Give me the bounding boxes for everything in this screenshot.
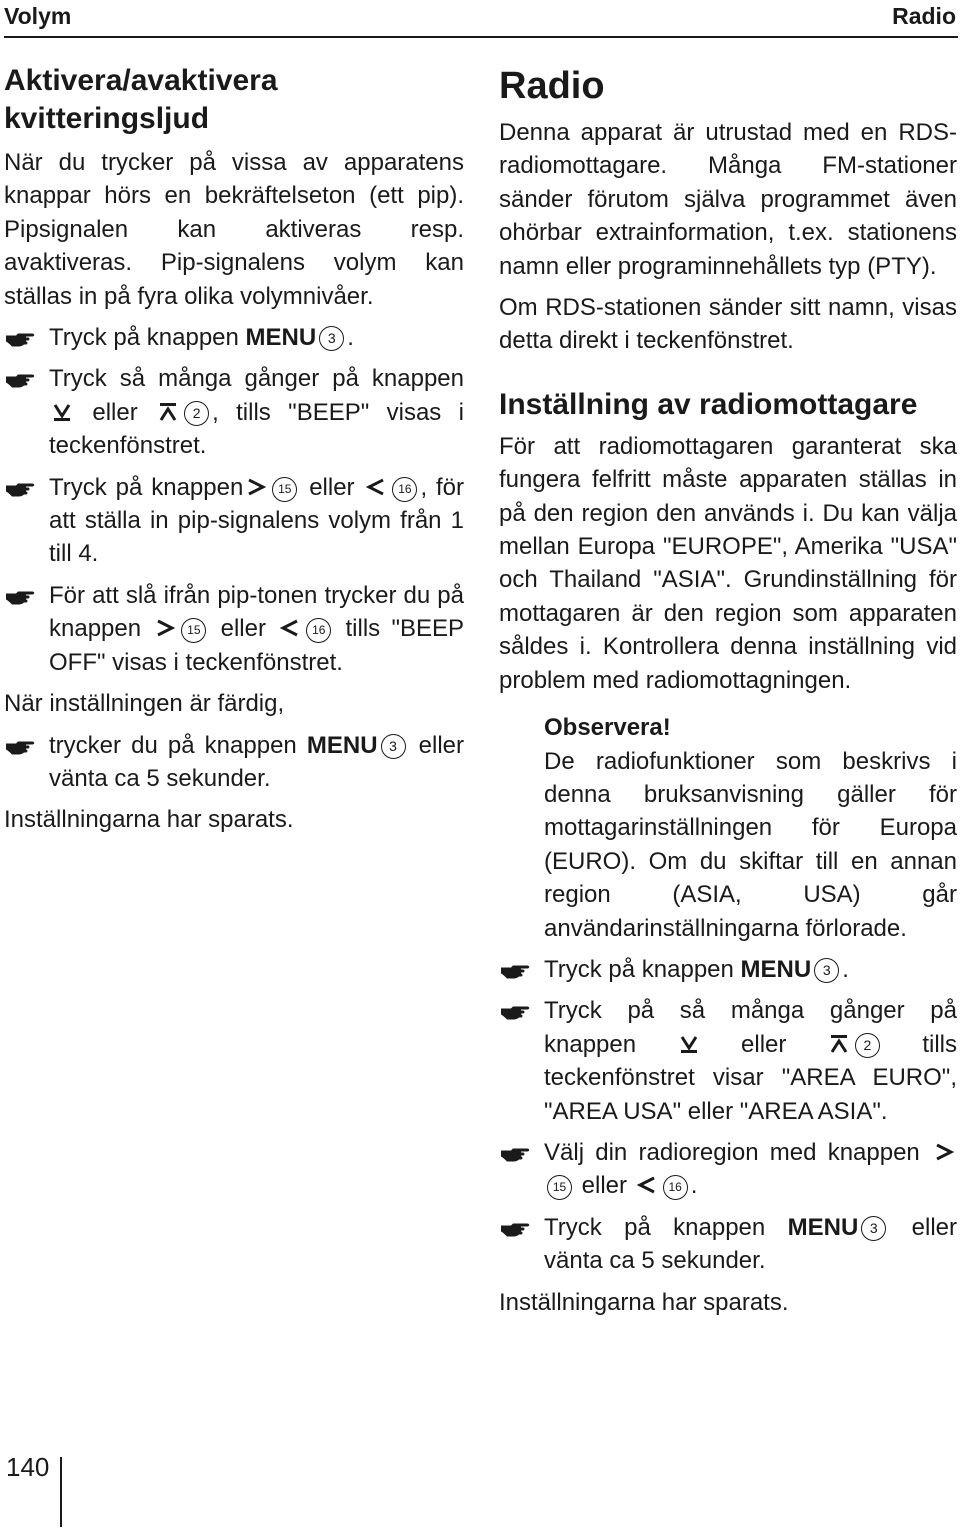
pointing-hand-icon (499, 1136, 533, 1169)
region-step-1 (499, 953, 957, 986)
step-text: Tryck på knappen (49, 473, 244, 501)
note-title: Observera! (544, 714, 671, 742)
step-text: Tryck på så många gånger på knappen (544, 997, 957, 1058)
arrow-left-icon (280, 618, 300, 638)
page-header (0, 0, 960, 38)
key-number-badge: 16 (306, 618, 331, 643)
step-text: Tryck på knappen (544, 955, 741, 983)
step-text: trycker du på knappen (49, 731, 307, 759)
step-text: Välj din radioregion med knappen (544, 1138, 931, 1166)
pointing-hand-icon (499, 1211, 533, 1244)
right-column (499, 62, 957, 1327)
step-text: För att slå ifrån pip-tonen trycker du på knappen (49, 581, 464, 643)
key-number-badge: 16 (392, 477, 417, 502)
key-number-badge: 15 (181, 618, 206, 643)
pointing-hand-icon (499, 953, 533, 986)
radio-section-title: Radio (499, 65, 605, 107)
region-step-2 (499, 994, 957, 1128)
pointing-hand-icon (499, 994, 533, 1027)
step-text-end: . (690, 1172, 698, 1200)
arrow-up-icon (829, 1034, 849, 1054)
step-text-end: eller vänta ca 5 sekunder. (49, 731, 464, 792)
step-text-or: eller (300, 473, 364, 501)
beep-step-5 (4, 729, 464, 796)
key-number-badge: 2 (855, 1033, 880, 1058)
beep-section-title: Aktivera/avaktivera kvitteringsljud (4, 64, 278, 135)
receiver-setup-text: För att radiomottagaren garanterat ska fungera felfritt måste apparaten ställas in på den region den används i. Du kan välja mellan Europa "EUROPE", Amerika "USA" och Thailand "ASIA". Grundinställning för mottagaren är den region som apparaten såldes i. Kontrollera denna inställning vid problem med radiomottagningen. (499, 432, 957, 694)
pointing-hand-icon (4, 471, 38, 504)
arrow-up-icon (158, 402, 178, 422)
menu-key-label: MENU (740, 955, 812, 983)
header-section-left: Volym (4, 3, 72, 29)
step-text-end: tills "BEEP OFF" visas i teckenfönstret. (49, 615, 464, 676)
step-text-or: eller (75, 398, 156, 426)
key-number-badge: 3 (861, 1216, 886, 1241)
radio-intro: Denna apparat är utrustad med en RDS-radiomottagare. Många FM-stationer sänder förutom själva programmet även ohörbar extrainformation, t.ex. stationens namn eller programinnehållets typ (PTY). (499, 119, 957, 280)
header-section-right: Radio (892, 3, 956, 29)
pointing-hand-icon (4, 362, 38, 395)
key-number-badge: 16 (663, 1175, 688, 1200)
step-text-end: , tills "BEEP" visas i teckenfönstret. (49, 398, 464, 460)
settings-saved-text: Inställningarna har sparats. (4, 806, 294, 834)
region-step-3 (499, 1136, 957, 1203)
arrow-right-icon (246, 477, 266, 497)
key-number-badge: 15 (547, 1175, 572, 1200)
when-done-text: När inställningen är färdig, (4, 690, 285, 718)
step-text-end: . (347, 324, 354, 352)
beep-step-3 (4, 471, 464, 571)
arrow-down-icon (679, 1034, 699, 1054)
pointing-hand-icon (4, 579, 38, 612)
step-text-end: tills teckenfönstret visar "AREA EURO", "AREA USA" eller "AREA ASIA". (544, 1030, 957, 1125)
key-number-badge: 3 (814, 958, 839, 983)
note-box (544, 711, 957, 945)
radio-rds-text: Om RDS-stationen sänder sitt namn, visas detta direkt i teckenfönstret. (499, 294, 957, 355)
step-text: Tryck på knappen (544, 1213, 788, 1241)
arrow-right-icon (934, 1142, 954, 1162)
menu-key-label: MENU (787, 1213, 859, 1241)
settings-saved-text: Inställningarna har sparats. (499, 1288, 789, 1316)
beep-intro: När du trycker på vissa av apparatens knappar hörs en bekräftelseton (ett pip). Pipsignalen kan aktiveras resp. avaktiveras. Pip-signalens volym kan ställas in på fyra olika volymnivåer. (4, 149, 464, 310)
step-text: Tryck så många gånger på knappen (49, 365, 464, 393)
step-text-end: , för att ställa in pip-signalens volym från 1 till 4. (49, 473, 464, 568)
page-number-rule (60, 1457, 62, 1527)
note-text: De radiofunktioner som beskrivs i denna bruksanvisning gäller för mottagarinställningen för Europa (EURO). Om du skiftar till en annan region (ASIA, USA) går användarinställningarna förlorade. (544, 747, 957, 942)
left-column (4, 62, 464, 845)
pointing-hand-icon (4, 321, 38, 354)
pointing-hand-icon (4, 729, 38, 762)
arrow-left-icon (637, 1175, 657, 1195)
region-step-4 (499, 1211, 957, 1278)
key-number-badge: 3 (319, 326, 344, 351)
page-number: 140 (6, 1452, 50, 1482)
step-text-end: . (842, 955, 849, 983)
menu-key-label: MENU (245, 324, 317, 352)
key-number-badge: 2 (184, 401, 209, 426)
arrow-right-icon (155, 618, 175, 638)
header-rule (4, 36, 958, 38)
step-text-or: eller (701, 1030, 826, 1058)
step-text: Tryck på knappen (49, 324, 246, 352)
step-text-or: eller (209, 615, 278, 643)
menu-key-label: MENU (306, 731, 378, 759)
receiver-setup-title: Inställning av radiomottagare (499, 387, 918, 421)
key-number-badge: 3 (381, 734, 406, 759)
key-number-badge: 15 (272, 477, 297, 502)
arrow-down-icon (52, 402, 72, 422)
step-text-or: eller (575, 1172, 634, 1200)
step-text-end: eller vänta ca 5 sekunder. (544, 1213, 957, 1275)
beep-step-4 (4, 579, 464, 679)
beep-step-1 (4, 321, 464, 354)
arrow-left-icon (366, 477, 386, 497)
beep-step-2 (4, 362, 464, 462)
